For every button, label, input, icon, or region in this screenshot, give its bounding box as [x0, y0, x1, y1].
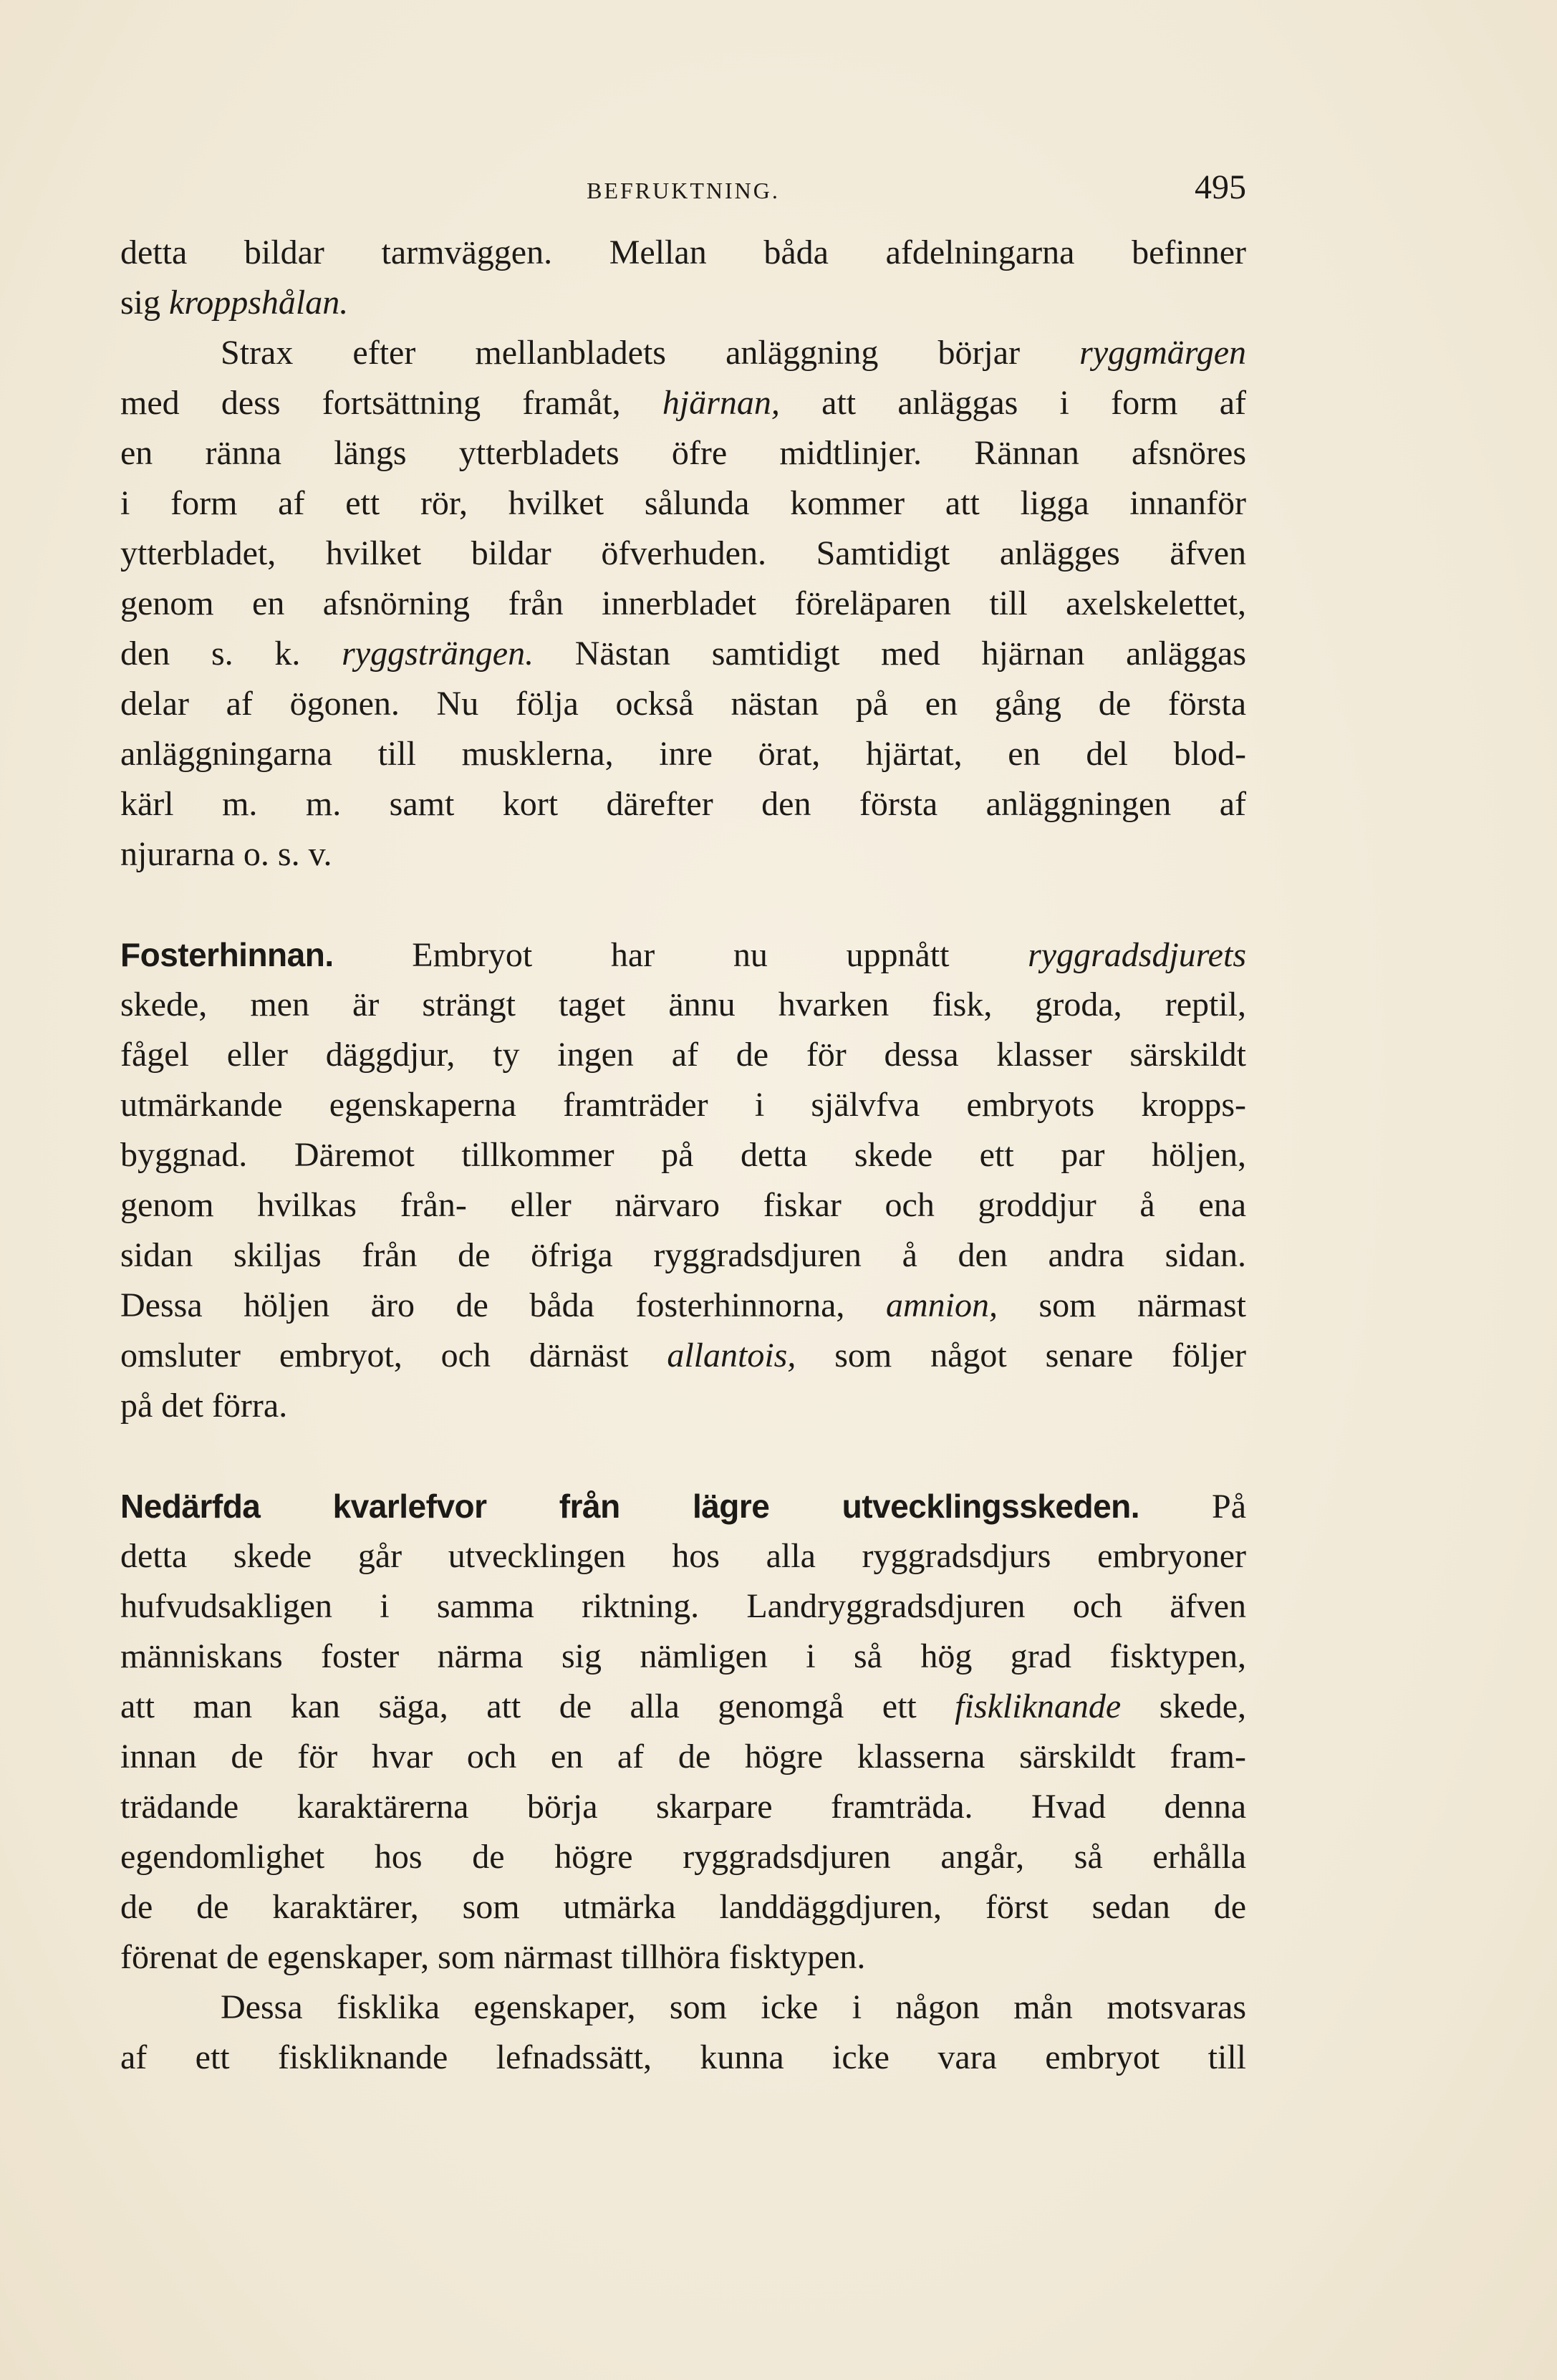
text-span: Dessa höljen äro de båda fosterhinnorna,	[120, 1286, 886, 1324]
text-span: som något senare följer	[796, 1336, 1246, 1374]
text-span: den s. k.	[120, 635, 342, 673]
text-span: Nästan samtidigt med hjärnan anläggas	[534, 635, 1246, 673]
text-span: Embryot har nu uppnått	[333, 936, 1028, 974]
text-line: detta skede går utvecklingen hos alla ryggradsdjurs embryoner	[120, 1537, 1246, 1575]
text-line: detta bildar tarmväggen. Mellan båda afdelningarna befinner	[120, 233, 1246, 271]
page-header	[120, 165, 1246, 215]
text-line: de de karaktärer, som utmärka landdäggdjuren, först sedan de	[120, 1888, 1246, 1926]
text-line: på det förra.	[120, 1387, 288, 1425]
text-line	[120, 1481, 1246, 1531]
text-line: fågel eller däggdjur, ty ingen af de för dessa klasser särskildt	[120, 1036, 1246, 1074]
text-span: sig	[120, 284, 170, 322]
text-line	[120, 328, 1246, 378]
text-span: omsluter embryot, och därnäst	[120, 1336, 667, 1374]
text-line: trädande karaktärerna börja skarpare framträda. Hvad denna	[120, 1788, 1246, 1826]
text-span: På	[1139, 1488, 1246, 1526]
text-line: i form af ett rör, hvilket sålunda kommer att ligga innanför	[120, 484, 1246, 522]
text-line: en ränna längs ytterbladets öfre midtlinjer. Rännan afsnöres	[120, 434, 1246, 472]
section-gap	[120, 1431, 1246, 1481]
text-line	[120, 278, 1246, 328]
paragraph-5	[120, 1982, 1246, 2083]
section-heading: Fosterhinnan.	[120, 936, 334, 973]
section-nedarfda-kvarlefvor	[120, 1481, 1246, 1982]
text-span: Strax efter mellanbladets anläggning börjar	[221, 334, 1080, 372]
text-line: kärl m. m. samt kort därefter den första anläggningen af	[120, 785, 1246, 823]
text-span: skede,	[1121, 1687, 1246, 1725]
text-line: af ett fiskliknande lefnadssätt, kunna icke vara embryot till	[120, 2038, 1246, 2076]
text-line: innan de för hvar och en af de högre klasserna särskildt fram-	[120, 1738, 1246, 1776]
text-line: Dessa fisklika egenskaper, som icke i någon mån motsvaras	[221, 1988, 1246, 2026]
text-line: ytterbladet, hvilket bildar öfverhuden. Samtidigt anlägges äfven	[120, 534, 1246, 572]
text-line: delar af ögonen. Nu följa också nästan på en gång de första	[120, 685, 1246, 723]
text-line: genom en afsnörning från innerbladet föreläparen till axelskelettet,	[120, 584, 1246, 622]
text-line: människans foster närma sig nämligen i så hög grad fisktypen,	[120, 1637, 1246, 1675]
paragraph-1	[120, 228, 1246, 328]
italic-term: allantois,	[667, 1336, 796, 1374]
text-line: genom hvilkas från- eller närvaro fiskar och groddjur å ena	[120, 1186, 1246, 1224]
text-line: njurarna o. s. v.	[120, 835, 332, 873]
italic-term: hjärnan,	[662, 384, 780, 422]
italic-term: fiskliknande	[955, 1687, 1122, 1725]
section-gap	[120, 880, 1246, 930]
text-line: byggnad. Däremot tillkommer på detta skede ett par höljen,	[120, 1136, 1246, 1174]
page-number: 495	[1195, 168, 1246, 206]
text-span: som närmast	[997, 1286, 1246, 1324]
text-line: förenat de egenskaper, som närmast tillhöra fisktypen.	[120, 1938, 866, 1976]
text-span: att man kan säga, att de alla genomgå ett	[120, 1687, 955, 1725]
text-line	[120, 1331, 1246, 1381]
italic-term: ryggsträngen.	[342, 635, 534, 673]
text-line	[120, 930, 1246, 980]
text-line	[120, 1281, 1246, 1331]
italic-term: kroppshålan.	[169, 284, 349, 322]
paragraph-2	[120, 328, 1246, 880]
text-line: sidan skiljas från de öfriga ryggradsdjuren å den andra sidan.	[120, 1236, 1246, 1274]
italic-term: amnion,	[885, 1286, 998, 1324]
text-line: skede, men är strängt taget ännu hvarken fisk, groda, reptil,	[120, 986, 1246, 1023]
text-span: med dess fortsättning framåt,	[120, 384, 662, 422]
text-line: hufvudsakligen i samma riktning. Landryggradsdjuren och äfven	[120, 1587, 1246, 1625]
section-heading: Nedärfda kvarlefvor från lägre utvecklingsskeden.	[120, 1488, 1140, 1525]
text-line	[120, 629, 1246, 679]
text-line: anläggningarna till musklerna, inre örat, hjärtat, en del blod-	[120, 735, 1246, 773]
italic-term: ryggmärgen	[1079, 334, 1246, 372]
text-line: utmärkande egenskaperna framträder i självfva embryots kropps-	[120, 1086, 1246, 1124]
running-head: BEFRUKTNING.	[587, 178, 780, 203]
text-line	[120, 1682, 1246, 1732]
section-fosterhinnan	[120, 930, 1246, 1431]
text-line: egendomlighet hos de högre ryggradsdjuren angår, så erhålla	[120, 1838, 1246, 1876]
text-line	[120, 378, 1246, 428]
text-span: att anläggas i form af	[779, 384, 1246, 422]
italic-term: ryggradsdjurets	[1028, 936, 1246, 974]
body-text	[120, 228, 1246, 2083]
